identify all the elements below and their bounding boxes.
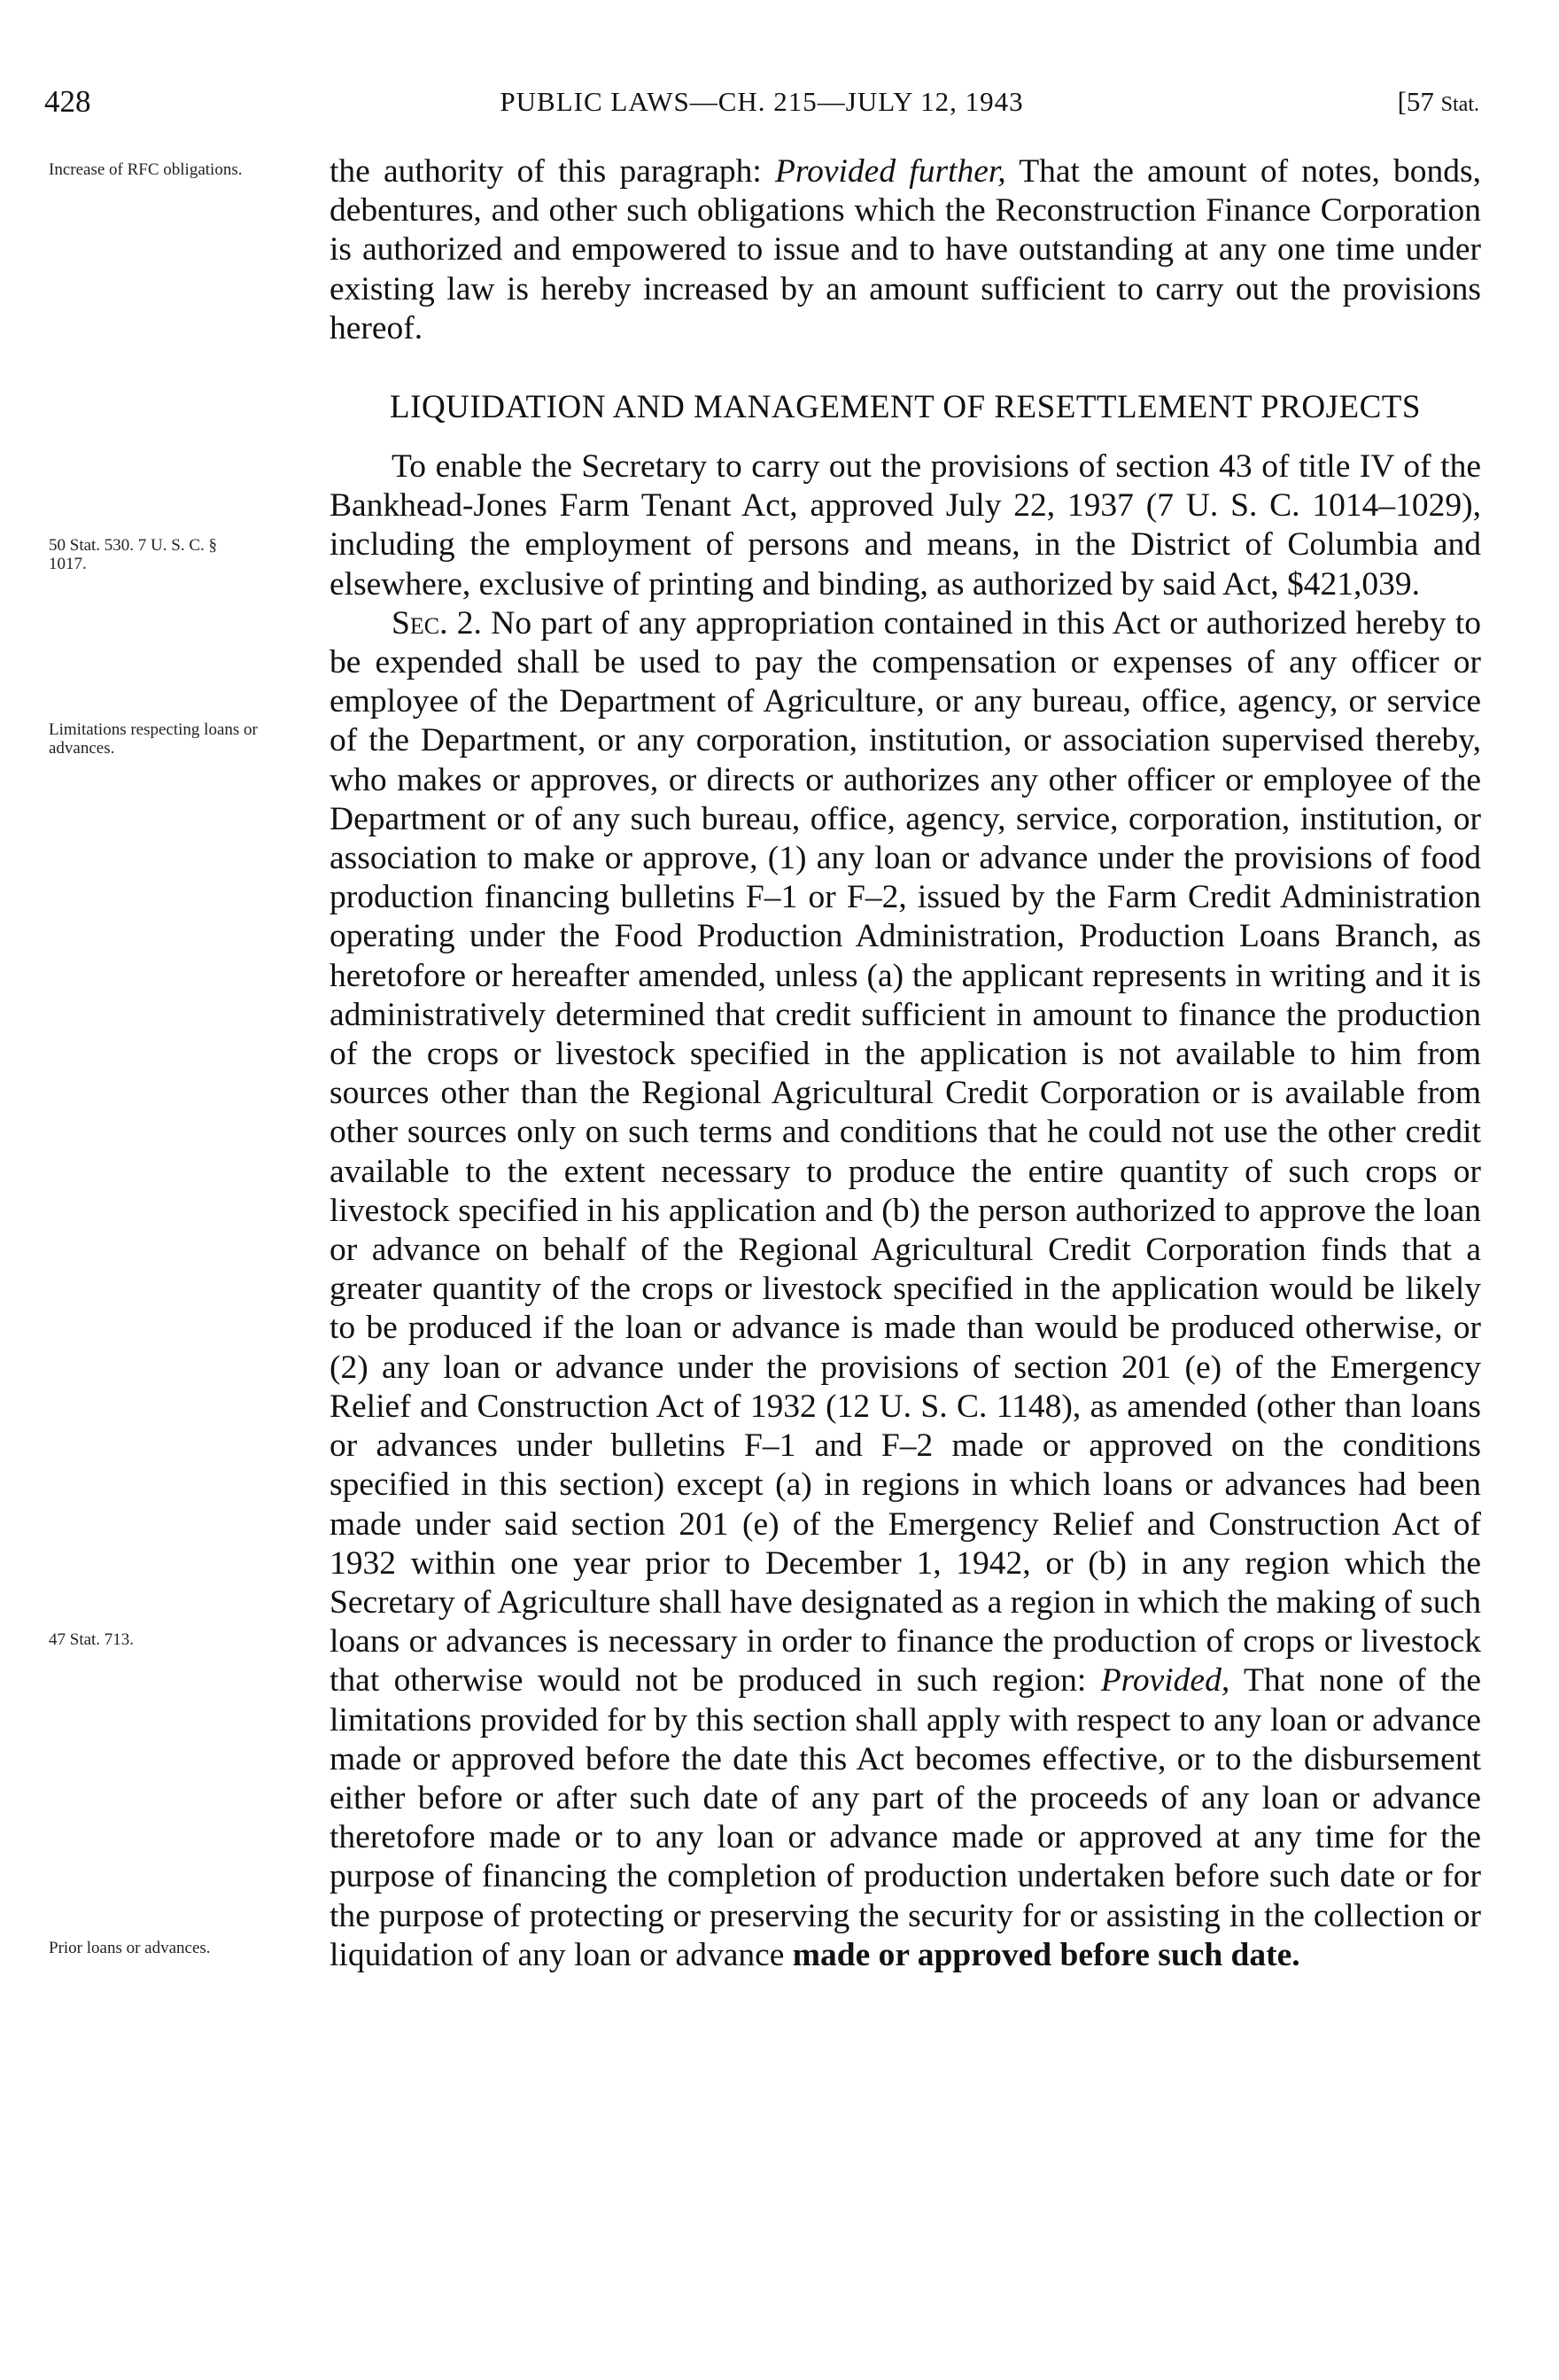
margin-note-stat-530: 50 Stat. 530. 7 U. S. C. § 1017. — [49, 536, 218, 573]
margin-note-rfc-obligations: Increase of RFC obligations. — [49, 160, 243, 179]
margin-note-stat-713: 47 Stat. 713. — [49, 1630, 135, 1649]
volume-prefix: [57 — [1397, 86, 1441, 117]
page-number: 428 — [44, 84, 91, 119]
body-text — [330, 152, 1481, 1975]
section-label: Sec. 2. — [392, 604, 482, 642]
paragraph-resettlement: To enable the Secretary to carry out the provisions of section 43 of title IV of the Bankhead-Jones Farm Tenant Act, approved July 22, 1937 (7 U. S. C. 1014–1029), including the employment of persons and means, in the District of Columbia and elsewhere, exclusive of printing and binding, as authorized by said Act, $421,039. — [330, 448, 1481, 603]
volume-stat: Stat. — [1440, 93, 1479, 116]
paragraph-rfc: the authority of this paragraph: Provided further, That the amount of notes, bonds, debentures, and other such obligations which the Reconstruction Finance Corporation is authorized and empowered to issue and to have outstanding at any one time under existing law is hereby increased by an amount sufficient to carry out the provisions hereof. — [330, 153, 1482, 346]
running-title: PUBLIC LAWS—CH. 215—JULY 12, 1943 — [500, 86, 1024, 117]
section-heading: LIQUIDATION AND MANAGEMENT OF RESETTLEMENT PROJECTS — [390, 389, 1421, 426]
volume-reference — [1398, 86, 1479, 118]
paragraph-section-2: Sec. 2. No part of any appropriation contained in this Act or authorized hereby to be expended shall be used to pay the compensation or expenses of any officer or employee of the Department of Agriculture, or any bureau, office, agency, or service of the Department, or any corporation, institution, or association supervised thereby, who makes or approves, or directs or authorizes any other officer or employee of the Department or of any such bureau, office, agency, service, corporation, institution, or association to make or approve, (1) any loan or advance under the provisions of food production financing bulletins F–1 or F–2, issued by the Farm Credit Administration operating under the Food Production Administration, Production Loans Branch, as heretofore or hereafter amended, unless (a) the applicant represents in writing and it is administratively determined that credit sufficient in amount to finance the production of the crops or livestock specified in the application is not available to him from sources other than the Regional Agricultural Credit Corporation or is available from other sources only on such terms and conditions that he could not use the other credit available to the extent necessary to produce the entire quantity of such crops or livestock specified in his application and (b) the person authorized to approve the loan or advance on behalf of the Regional Agricultural Credit Corporation finds that a greater quantity of the crops or livestock specified in the application would be likely to be produced if the loan or advance is made than would be produced otherwise, or (2) any loan or advance under the provisions of section 201 (e) of the Emergency Relief and Construction Act of 1932 (12 U. S. C. 1148), as amended (other than loans or advances under bulletins F–1 and F–2 made or approved on the conditions specified in this section) except (a) in regions in which loans or advances had been made under said section 201 (e) of the Emergency Relief and Construction Act of 1932 within one year prior to December 1, 1942, or (b) in any region which the Secretary of Agriculture shall have designated as a region in which the making of such loans or advances is necessary in order to finance the production of crops or livestock that otherwise would not be produced in such region: Provided, That none of the limitations provided for by this section shall apply with respect to any loan or advance made or approved before the date this Act becomes effective, or to the disbursement either before or after such date of any part of the proceeds of any loan or advance theretofore made or to any loan or advance made or approved at any time for the purpose of financing the completion of production undertaken before such date or for the purpose of protecting or preserving the security for or assisting in the collection or liquidation of any loan or advance made or approved before such date. — [330, 604, 1481, 1973]
margin-note-limitations: Limitations respecting loans or advances. — [49, 720, 258, 758]
margin-note-prior-loans: Prior loans or advances. — [49, 1939, 211, 1957]
page-header — [44, 84, 1479, 128]
